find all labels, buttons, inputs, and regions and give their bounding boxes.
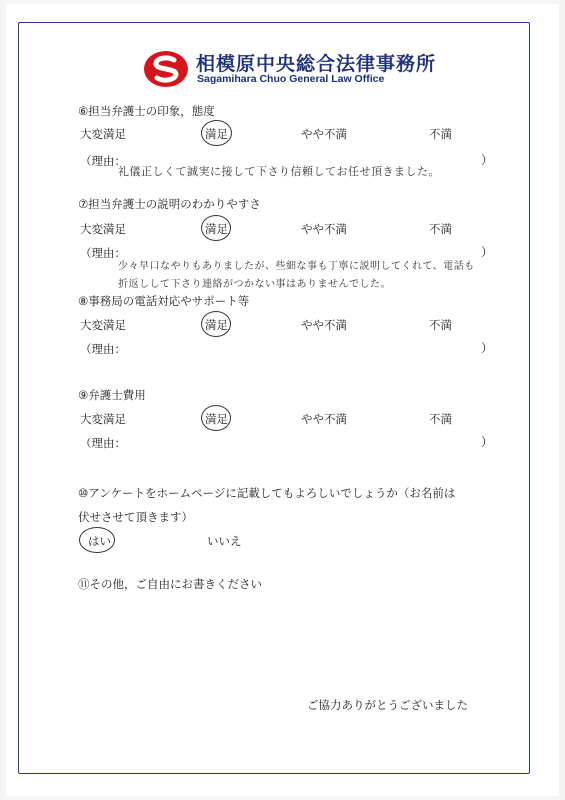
q6-option-dissatisfied[interactable]: 不満 [429, 127, 452, 141]
q6-reason-label: （理由： [80, 154, 126, 168]
q6-reason-close: ） [481, 153, 494, 167]
q8-option-dissatisfied[interactable]: 不満 [429, 318, 452, 332]
question-6-title: ⑥担当弁護士の印象，態度 [78, 104, 215, 118]
thank-you-message: ご協力ありがとうございました [307, 698, 468, 712]
firm-name-english: Sagamihara Chuo General Law Office [197, 73, 385, 85]
q6-option-very-satisfied[interactable]: 大変満足 [80, 127, 126, 141]
q10-option-yes[interactable]: はい [88, 534, 111, 548]
q7-selection-circle [201, 215, 231, 241]
q6-handwritten-reason: 礼儀正しくて誠実に接して下さり信頼してお任せ頂きました。 [118, 165, 440, 178]
q9-option-very-satisfied[interactable]: 大変満足 [80, 412, 126, 426]
q9-option-satisfied[interactable]: 満足 [205, 412, 228, 426]
q6-option-somewhat-dissatisfied[interactable]: やや不満 [301, 127, 347, 141]
q8-reason-close: ） [481, 341, 494, 355]
q7-reason-close: ） [481, 245, 494, 259]
q6-selection-circle [201, 120, 232, 146]
question-7-title: ⑦担当弁護士の説明のわかりやすさ [78, 197, 261, 211]
q9-option-dissatisfied[interactable]: 不満 [429, 412, 452, 426]
q7-option-very-satisfied[interactable]: 大変満足 [80, 222, 126, 236]
q7-option-satisfied[interactable]: 満足 [205, 222, 228, 236]
question-11-title: ⑪その他，ご自由にお書きください [78, 577, 262, 591]
question-10-title-line2: 伏せさせて頂きます） [78, 510, 193, 524]
q7-handwritten-reason-line1: 少々早口なやりもありましたが、些細な事も丁寧に説明してくれて、電話も [118, 261, 475, 272]
q8-option-somewhat-dissatisfied[interactable]: やや不満 [301, 318, 347, 332]
firm-name: 相模原中央総合法律事務所 [196, 53, 437, 75]
q8-reason-label: （理由： [80, 342, 126, 356]
q9-option-somewhat-dissatisfied[interactable]: やや不満 [301, 412, 347, 426]
q7-reason-label: （理由： [80, 246, 126, 260]
firm-logo-icon [143, 49, 189, 89]
q7-option-dissatisfied[interactable]: 不満 [429, 222, 452, 236]
q8-option-satisfied[interactable]: 満足 [205, 318, 228, 332]
question-9-title: ⑨弁護士費用 [78, 388, 146, 402]
q7-option-somewhat-dissatisfied[interactable]: やや不満 [301, 222, 347, 236]
q9-reason-close: ） [481, 435, 494, 449]
q10-option-no[interactable]: いいえ [207, 534, 242, 548]
q8-selection-circle [201, 311, 231, 337]
q9-reason-label: （理由： [80, 436, 126, 450]
q7-handwritten-reason-line2: 折返しして下さり連絡がつかない事はありませんでした。 [118, 279, 391, 290]
q6-option-satisfied[interactable]: 満足 [205, 127, 228, 141]
q9-selection-circle [201, 405, 231, 431]
question-10-title-line1: ⑩アンケートをホームページに記載してもよろしいでしょうか（お名前は [78, 486, 456, 500]
question-8-title: ⑧事務局の電話対応やサポート等 [78, 294, 250, 308]
q10-selection-circle [79, 527, 115, 553]
q8-option-very-satisfied[interactable]: 大変満足 [80, 318, 126, 332]
